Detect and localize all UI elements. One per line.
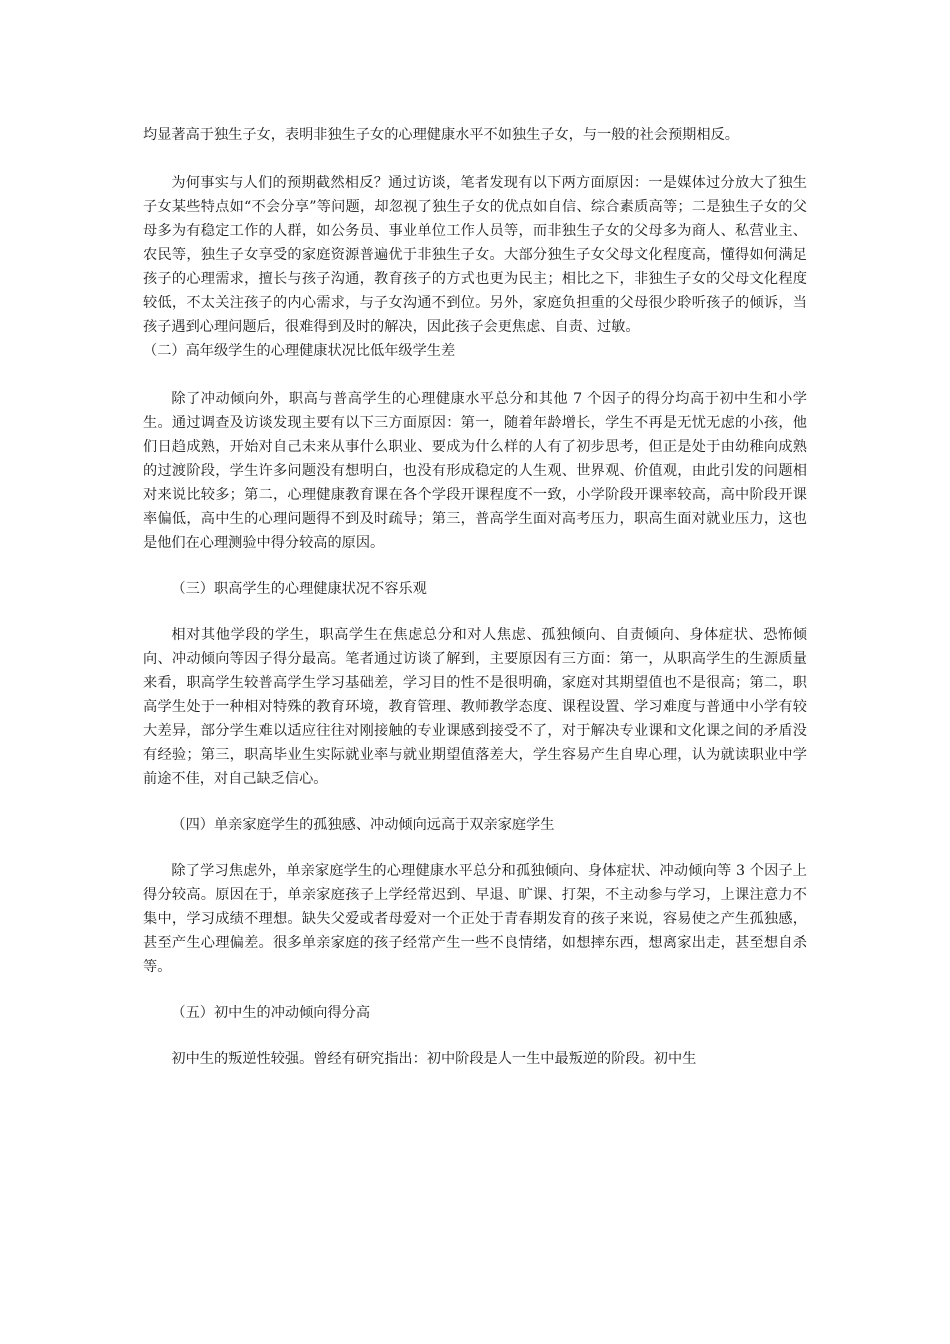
section-heading-4: （四）单亲家庭学生的孤独感、冲动倾向远高于双亲家庭学生	[171, 817, 555, 833]
paragraph-section-2: 除了冲动倾向外，职高与普高学生的心理健康水平总分和其他 7 个因子的得分均高于初中生和小学生。通过调查及访谈发现主要有以下三方面原因：第一，随着年龄增长，学生不再是无忧无虑的小孩，他们日趋成熟，开始对自己未来从事什么职业、要成为什么样的人有了初步思考，但正是处于由幼稚向成熟的过渡阶段，学生许多问题没有想明白，也没有形成稳定的人生观、世界观、价值观，由此引发的问题相对来说比较多；第二，心理健康教育课在各个学段开课程度不一致，小学阶段开课率较高，高中阶段开课率偏低，高中生的心理问题得不到及时疏导；第三，普高学生面对高考压力，职高生面对就业压力，这也是他们在心理测验中得分较高的原因。	[143, 391, 807, 551]
paragraph-section-5: 初中生的叛逆性较强。曾经有研究指出：初中阶段是人一生中最叛逆的阶段。初中生	[171, 1051, 697, 1067]
section-heading-3: （三）职高学生的心理健康状况不容乐观	[171, 581, 427, 597]
paragraph-continuation: 均显著高于独生子女，表明非独生子女的心理健康水平不如独生子女，与一般的社会预期相反。	[143, 127, 739, 143]
section-heading-5: （五）初中生的冲动倾向得分高	[171, 1005, 371, 1021]
paragraph-section-4: 除了学习焦虑外，单亲家庭学生的心理健康水平总分和孤独倾向、身体症状、冲动倾向等 3 个因子上得分较高。原因在于，单亲家庭孩子上学经常迟到、早退、旷课、打架，不主动参与学习，上课注意力不集中，学习成绩不理想。缺失父爱或者母爱对一个正处于青春期发育的孩子来说，容易使之产生孤独感，甚至产生心理偏差。很多单亲家庭的孩子经常产生一些不良情绪，如想摔东西，想离家出走，甚至想自杀等。	[143, 863, 807, 975]
section-heading-2: （二）高年级学生的心理健康状况比低年级学生差	[143, 343, 456, 359]
paragraph-section-3: 相对其他学段的学生，职高学生在焦虑总分和对人焦虑、孤独倾向、自责倾向、身体症状、恐怖倾向、冲动倾向等因子得分最高。笔者通过访谈了解到，主要原因有三方面：第一，从职高学生的生源质量来看，职高学生较普高学生学习基础差，学习目的性不是很明确，家庭对其期望值也不是很高；第二，职高学生处于一种相对特殊的教育环境，教育管理、教师教学态度、课程设置、学习难度与普通中小学有较大差异，部分学生难以适应往往对刚接触的专业课感到接受不了，对于解决专业课和文化课之间的矛盾没有经验；第三，职高毕业生实际就业率与就业期望值落差大，学生容易产生自卑心理，认为就读职业中学前途不佳，对自己缺乏信心。	[143, 627, 807, 787]
paragraph-reasons: 为何事实与人们的预期截然相反？通过访谈，笔者发现有以下两方面原因：一是媒体过分放大了独生子女某些特点如“不会分享”等问题，却忽视了独生子女的优点如自信、综合素质高等；二是独生子女的父母多为有稳定工作的人群，如公务员、事业单位工作人员等，而非独生子女的父母多为商人、私营业主、农民等，独生子女享受的家庭资源普遍优于非独生子女。大部分独生子女父母文化程度高，懂得如何满足孩子的心理需求，擅长与孩子沟通，教育孩子的方式也更为民主；相比之下，非独生子女的父母文化程度较低，不太关注孩子的内心需求，与子女沟通不到位。另外，家庭负担重的父母很少聆听孩子的倾诉，当孩子遇到心理问题后，很难得到及时的解决，因此孩子会更焦虑、自责、过敏。	[143, 175, 807, 335]
